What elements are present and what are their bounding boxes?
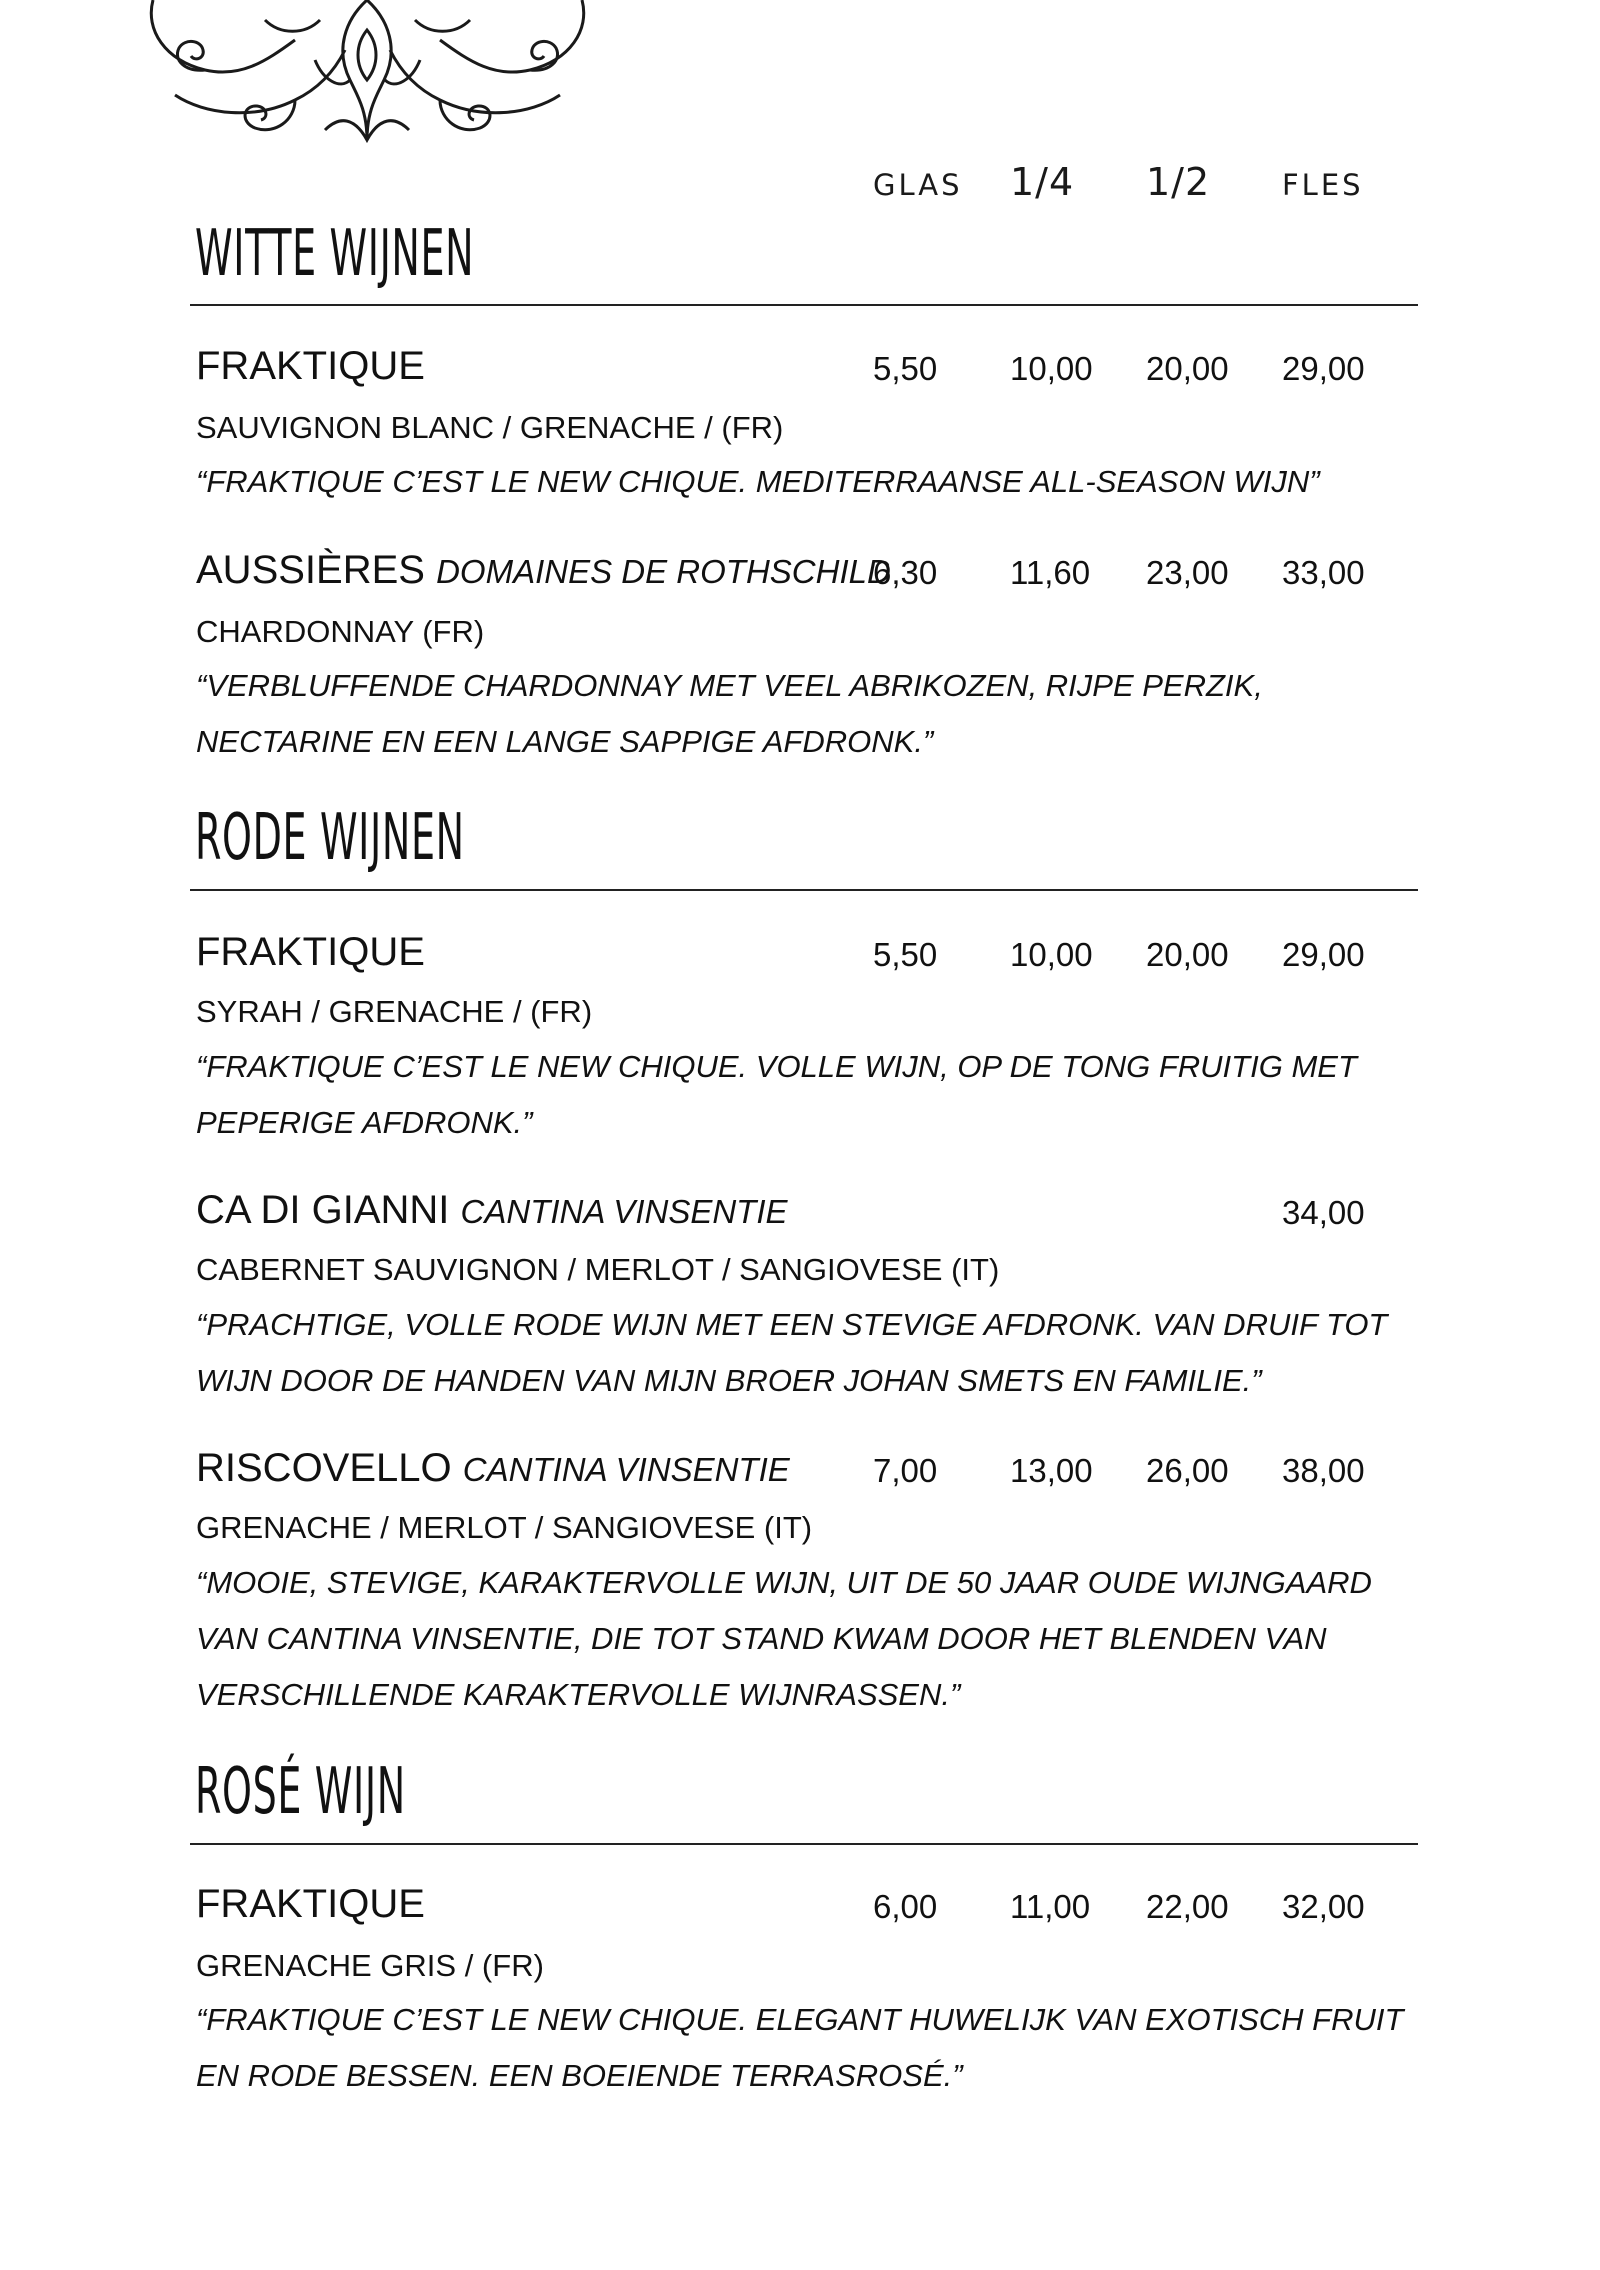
price-quarter: 10,00 <box>1010 936 1093 973</box>
price-quarter: 11,00 <box>1010 1888 1091 1925</box>
column-header-fles: FLES <box>1282 168 1364 202</box>
wine-description: “FRAKTIQUE C’EST LE NEW CHIQUE. MEDITERRAANSE ALL-SEASON WIJN” <box>196 464 1320 499</box>
price-glas: 5,50 <box>873 350 938 387</box>
wine-description: “FRAKTIQUE C’EST LE NEW CHIQUE. ELEGANT HUWELIJK VAN EXOTISCH FRUIT EN RODE BESSEN. EEN BOEIENDE TERRASROSÉ.” <box>196 2002 1404 2093</box>
wine-description: “PRACHTIGE, VOLLE RODE WIJN MET EEN STEVIGE AFDRONK. VAN DRUIF TOT WIJN DOOR DE HANDEN VAN MIJN BROER JOHAN SMETS EN FAMILIE.” <box>196 1307 1388 1398</box>
price-glas: 6,00 <box>873 1888 938 1925</box>
wine-grapes: SYRAH / GRENACHE / (FR) <box>196 994 593 1029</box>
price-glas: 5,50 <box>873 936 938 973</box>
price-fles: 33,00 <box>1282 554 1365 591</box>
column-header-quarter: 1/4 <box>1010 160 1075 204</box>
price-fles: 29,00 <box>1282 350 1365 387</box>
price-fles: 34,00 <box>1282 1194 1365 1231</box>
wine-grapes: CABERNET SAUVIGNON / MERLOT / SANGIOVESE (IT) <box>196 1252 1000 1287</box>
price-fles: 32,00 <box>1282 1888 1365 1925</box>
wine-name <box>196 1190 788 1230</box>
wine-name <box>196 550 891 590</box>
price-quarter: 10,00 <box>1010 350 1093 387</box>
wine-name-text: FRAKTIQUE <box>196 344 425 388</box>
column-header-glas: GLAS <box>873 168 963 202</box>
price-half: 22,00 <box>1146 1888 1229 1925</box>
price-fles: 29,00 <box>1282 936 1365 973</box>
wine-grapes: SAUVIGNON BLANC / GRENACHE / (FR) <box>196 410 784 445</box>
wine-name <box>196 346 425 386</box>
price-glas: 6,30 <box>873 554 938 591</box>
wine-name-text: FRAKTIQUE <box>196 930 425 974</box>
wine-producer: CANTINA VINSENTIE <box>460 1193 788 1230</box>
column-header-half: 1/2 <box>1146 160 1211 204</box>
wine-description: “MOOIE, STEVIGE, KARAKTERVOLLE WIJN, UIT DE 50 JAAR OUDE WIJNGAARD VAN CANTINA VINSENTIE, DIE TOT STAND KWAM DOOR HET BLENDEN VAN VERSCHILLENDE KARAKTERVOLLE WIJNRASSEN.” <box>196 1565 1372 1712</box>
section-title-red: RODE WIJNEN <box>195 801 465 875</box>
baroque-scroll-ornament-icon <box>145 0 590 145</box>
price-glas: 7,00 <box>873 1452 938 1489</box>
section-divider <box>190 1843 1418 1845</box>
price-half: 20,00 <box>1146 350 1229 387</box>
wine-grapes: GRENACHE / MERLOT / SANGIOVESE (IT) <box>196 1510 813 1545</box>
wine-name <box>196 932 425 972</box>
price-quarter: 11,60 <box>1010 554 1091 591</box>
price-half: 23,00 <box>1146 554 1229 591</box>
wine-grapes: GRENACHE GRIS / (FR) <box>196 1948 544 1983</box>
wine-producer: DOMAINES DE ROTHSCHILD <box>436 553 891 590</box>
wine-description: “FRAKTIQUE C’EST LE NEW CHIQUE. VOLLE WIJN, OP DE TONG FRUITIG MET PEPERIGE AFDRONK.” <box>196 1049 1357 1140</box>
wine-name-text: RISCOVELLO <box>196 1446 452 1490</box>
section-divider <box>190 304 1418 306</box>
wine-name <box>196 1448 790 1488</box>
wine-grapes: CHARDONNAY (FR) <box>196 614 485 649</box>
wine-producer: CANTINA VINSENTIE <box>462 1451 790 1488</box>
section-divider <box>190 889 1418 891</box>
section-title-rose: ROSÉ WIJN <box>195 1755 406 1829</box>
wine-name-text: AUSSIÈRES <box>196 548 425 592</box>
price-half: 20,00 <box>1146 936 1229 973</box>
wine-name <box>196 1884 425 1924</box>
section-title-white: WITTE WIJNEN <box>195 217 475 291</box>
wine-description: “VERBLUFFENDE CHARDONNAY MET VEEL ABRIKOZEN, RIJPE PERZIK, NECTARINE EN EEN LANGE SAPPIGE AFDRONK.” <box>196 668 1263 759</box>
price-fles: 38,00 <box>1282 1452 1365 1489</box>
wine-name-text: CA DI GIANNI <box>196 1188 450 1232</box>
wine-name-text: FRAKTIQUE <box>196 1882 425 1926</box>
price-half: 26,00 <box>1146 1452 1229 1489</box>
price-quarter: 13,00 <box>1010 1452 1093 1489</box>
